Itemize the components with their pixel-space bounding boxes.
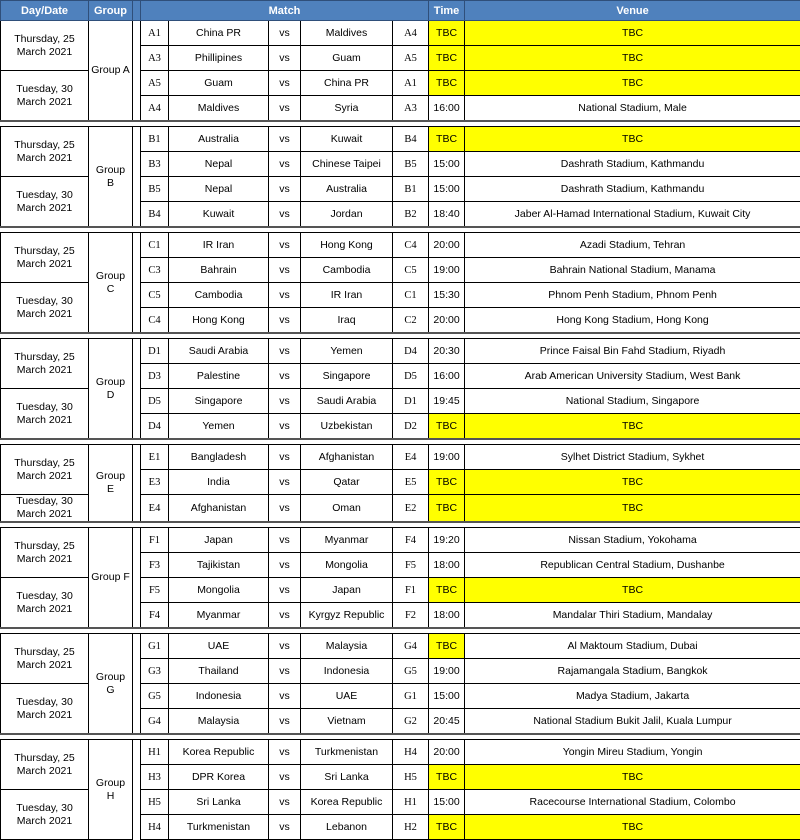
kickoff-time-cell: TBC (429, 127, 465, 152)
spacer-cell (133, 470, 141, 495)
match-day-cell: Thursday, 25 March 2021 (1, 528, 89, 578)
home-code-cell: F5 (141, 578, 169, 603)
home-code-cell: G1 (141, 634, 169, 659)
group-name-cell: Group C (89, 233, 133, 334)
spacer-cell (133, 152, 141, 177)
vs-cell: vs (269, 414, 301, 440)
away-team-cell: Hong Kong (301, 233, 393, 258)
venue-cell: TBC (465, 470, 800, 495)
spacer-cell (133, 634, 141, 659)
home-code-cell: H1 (141, 740, 169, 765)
away-team-cell: Qatar (301, 470, 393, 495)
home-team-cell: Turkmenistan (169, 815, 269, 840)
venue-cell: TBC (465, 127, 800, 152)
match-day-cell: Tuesday, 30 March 2021 (1, 389, 89, 440)
spacer-cell (133, 71, 141, 96)
table-row (1, 634, 800, 659)
kickoff-time-cell: 20:00 (429, 233, 465, 258)
vs-cell: vs (269, 765, 301, 790)
home-team-cell: Malaysia (169, 709, 269, 735)
away-code-cell: C5 (393, 258, 429, 283)
home-code-cell: E1 (141, 445, 169, 470)
table-row (1, 233, 800, 258)
venue-cell: Hong Kong Stadium, Hong Kong (465, 308, 800, 334)
away-code-cell: G4 (393, 634, 429, 659)
home-code-cell: B4 (141, 202, 169, 228)
table-row (1, 528, 800, 553)
vs-cell: vs (269, 308, 301, 334)
spacer-cell (133, 603, 141, 629)
home-code-cell: D3 (141, 364, 169, 389)
vs-cell: vs (269, 21, 301, 46)
kickoff-time-cell: 16:00 (429, 96, 465, 122)
group-name-cell: Group H (89, 740, 133, 840)
venue-cell: Arab American University Stadium, West Bank (465, 364, 800, 389)
vs-cell: vs (269, 470, 301, 495)
away-team-cell: Uzbekistan (301, 414, 393, 440)
away-team-cell: Cambodia (301, 258, 393, 283)
schedule-body (1, 21, 800, 840)
home-code-cell: H3 (141, 765, 169, 790)
away-code-cell: H2 (393, 815, 429, 840)
home-code-cell: D5 (141, 389, 169, 414)
match-day-cell: Tuesday, 30 March 2021 (1, 495, 89, 523)
match-day-cell: Tuesday, 30 March 2021 (1, 177, 89, 228)
vs-cell: vs (269, 71, 301, 96)
match-day-cell: Tuesday, 30 March 2021 (1, 71, 89, 122)
spacer-cell (133, 308, 141, 334)
away-team-cell: Saudi Arabia (301, 389, 393, 414)
home-code-cell: B5 (141, 177, 169, 202)
home-team-cell: Palestine (169, 364, 269, 389)
kickoff-time-cell: TBC (429, 495, 465, 523)
venue-cell: TBC (465, 414, 800, 440)
table-row (1, 21, 800, 46)
home-code-cell: D4 (141, 414, 169, 440)
away-code-cell: G5 (393, 659, 429, 684)
home-team-cell: China PR (169, 21, 269, 46)
group-name-cell: Group D (89, 339, 133, 440)
vs-cell: vs (269, 339, 301, 364)
kickoff-time-cell: TBC (429, 470, 465, 495)
home-code-cell: C4 (141, 308, 169, 334)
away-team-cell: Myanmar (301, 528, 393, 553)
kickoff-time-cell: 18:00 (429, 603, 465, 629)
match-day-cell: Thursday, 25 March 2021 (1, 445, 89, 495)
vs-cell: vs (269, 528, 301, 553)
away-team-cell: Syria (301, 96, 393, 122)
spacer-cell (133, 445, 141, 470)
away-code-cell: G2 (393, 709, 429, 735)
away-code-cell: C2 (393, 308, 429, 334)
home-code-cell: G4 (141, 709, 169, 735)
away-team-cell: Maldives (301, 21, 393, 46)
vs-cell: vs (269, 815, 301, 840)
away-code-cell: B4 (393, 127, 429, 152)
home-team-cell: Yemen (169, 414, 269, 440)
away-team-cell: Iraq (301, 308, 393, 334)
home-team-cell: IR Iran (169, 233, 269, 258)
vs-cell: vs (269, 740, 301, 765)
home-team-cell: Maldives (169, 96, 269, 122)
spacer-cell (133, 684, 141, 709)
home-team-cell: India (169, 470, 269, 495)
vs-cell: vs (269, 495, 301, 523)
venue-cell: Republican Central Stadium, Dushanbe (465, 553, 800, 578)
away-team-cell: Oman (301, 495, 393, 523)
venue-cell: Rajamangala Stadium, Bangkok (465, 659, 800, 684)
spacer-cell (133, 389, 141, 414)
away-code-cell: C1 (393, 283, 429, 308)
away-team-cell: Vietnam (301, 709, 393, 735)
table-row (1, 339, 800, 364)
venue-cell: Al Maktoum Stadium, Dubai (465, 634, 800, 659)
venue-cell: TBC (465, 71, 800, 96)
venue-cell: National Stadium, Singapore (465, 389, 800, 414)
home-team-cell: Australia (169, 127, 269, 152)
home-team-cell: Singapore (169, 389, 269, 414)
home-team-cell: Nepal (169, 177, 269, 202)
home-code-cell: F4 (141, 603, 169, 629)
kickoff-time-cell: 19:00 (429, 258, 465, 283)
away-team-cell: China PR (301, 71, 393, 96)
kickoff-time-cell: 18:00 (429, 553, 465, 578)
venue-cell: TBC (465, 21, 800, 46)
vs-cell: vs (269, 364, 301, 389)
header-spacer (133, 1, 141, 21)
match-day-cell: Tuesday, 30 March 2021 (1, 790, 89, 840)
home-code-cell: F1 (141, 528, 169, 553)
away-team-cell: Kuwait (301, 127, 393, 152)
away-code-cell: C4 (393, 233, 429, 258)
kickoff-time-cell: TBC (429, 414, 465, 440)
group-name-cell: Group E (89, 445, 133, 523)
kickoff-time-cell: 15:00 (429, 684, 465, 709)
spacer-cell (133, 528, 141, 553)
away-code-cell: D2 (393, 414, 429, 440)
vs-cell: vs (269, 445, 301, 470)
home-code-cell: E3 (141, 470, 169, 495)
away-code-cell: D4 (393, 339, 429, 364)
vs-cell: vs (269, 177, 301, 202)
home-team-cell: Indonesia (169, 684, 269, 709)
kickoff-time-cell: 20:45 (429, 709, 465, 735)
home-code-cell: A1 (141, 21, 169, 46)
venue-cell: TBC (465, 578, 800, 603)
header-group: Group (89, 1, 133, 21)
away-code-cell: A4 (393, 21, 429, 46)
vs-cell: vs (269, 96, 301, 122)
away-code-cell: B5 (393, 152, 429, 177)
venue-cell: Prince Faisal Bin Fahd Stadium, Riyadh (465, 339, 800, 364)
home-team-cell: Phillipines (169, 46, 269, 71)
vs-cell: vs (269, 578, 301, 603)
kickoff-time-cell: 18:40 (429, 202, 465, 228)
away-code-cell: G1 (393, 684, 429, 709)
away-code-cell: A5 (393, 46, 429, 71)
away-code-cell: D5 (393, 364, 429, 389)
kickoff-time-cell: TBC (429, 578, 465, 603)
away-code-cell: E2 (393, 495, 429, 523)
spacer-cell (133, 709, 141, 735)
away-team-cell: Indonesia (301, 659, 393, 684)
vs-cell: vs (269, 389, 301, 414)
vs-cell: vs (269, 46, 301, 71)
home-team-cell: Saudi Arabia (169, 339, 269, 364)
spacer-cell (133, 127, 141, 152)
spacer-cell (133, 46, 141, 71)
match-day-cell: Tuesday, 30 March 2021 (1, 283, 89, 334)
venue-cell: Jaber Al-Hamad International Stadium, Kuwait City (465, 202, 800, 228)
table-row (1, 127, 800, 152)
home-code-cell: C3 (141, 258, 169, 283)
home-team-cell: Thailand (169, 659, 269, 684)
header-time: Time (429, 1, 465, 21)
group-name-cell: Group F (89, 528, 133, 629)
spacer-cell (133, 233, 141, 258)
match-day-cell: Thursday, 25 March 2021 (1, 233, 89, 283)
kickoff-time-cell: 20:00 (429, 308, 465, 334)
away-team-cell: Sri Lanka (301, 765, 393, 790)
group-name-cell: Group A (89, 21, 133, 122)
home-team-cell: Kuwait (169, 202, 269, 228)
kickoff-time-cell: TBC (429, 765, 465, 790)
away-code-cell: A1 (393, 71, 429, 96)
home-code-cell: A4 (141, 96, 169, 122)
home-team-cell: Bahrain (169, 258, 269, 283)
venue-cell: Azadi Stadium, Tehran (465, 233, 800, 258)
spacer-cell (133, 765, 141, 790)
match-day-cell: Thursday, 25 March 2021 (1, 634, 89, 684)
home-team-cell: Afghanistan (169, 495, 269, 523)
venue-cell: Dashrath Stadium, Kathmandu (465, 152, 800, 177)
away-code-cell: E5 (393, 470, 429, 495)
kickoff-time-cell: TBC (429, 46, 465, 71)
away-team-cell: Kyrgyz Republic (301, 603, 393, 629)
home-code-cell: A3 (141, 46, 169, 71)
venue-cell: Nissan Stadium, Yokohama (465, 528, 800, 553)
away-code-cell: H5 (393, 765, 429, 790)
away-team-cell: Korea Republic (301, 790, 393, 815)
venue-cell: Sylhet District Stadium, Sykhet (465, 445, 800, 470)
match-day-cell: Thursday, 25 March 2021 (1, 127, 89, 177)
away-code-cell: F4 (393, 528, 429, 553)
home-code-cell: B3 (141, 152, 169, 177)
home-code-cell: H4 (141, 815, 169, 840)
vs-cell: vs (269, 152, 301, 177)
away-code-cell: B1 (393, 177, 429, 202)
home-team-cell: Cambodia (169, 283, 269, 308)
kickoff-time-cell: 20:30 (429, 339, 465, 364)
kickoff-time-cell: TBC (429, 815, 465, 840)
vs-cell: vs (269, 258, 301, 283)
away-team-cell: Turkmenistan (301, 740, 393, 765)
kickoff-time-cell: TBC (429, 634, 465, 659)
home-team-cell: Hong Kong (169, 308, 269, 334)
venue-cell: TBC (465, 815, 800, 840)
away-team-cell: Chinese Taipei (301, 152, 393, 177)
home-team-cell: Japan (169, 528, 269, 553)
away-code-cell: F5 (393, 553, 429, 578)
kickoff-time-cell: 19:00 (429, 445, 465, 470)
kickoff-time-cell: 19:45 (429, 389, 465, 414)
header-day-date: Day/Date (1, 1, 89, 21)
match-day-cell: Tuesday, 30 March 2021 (1, 578, 89, 629)
away-team-cell: Malaysia (301, 634, 393, 659)
home-code-cell: D1 (141, 339, 169, 364)
kickoff-time-cell: 15:00 (429, 152, 465, 177)
venue-cell: National Stadium Bukit Jalil, Kuala Lumpur (465, 709, 800, 735)
kickoff-time-cell: 19:00 (429, 659, 465, 684)
venue-cell: Dashrath Stadium, Kathmandu (465, 177, 800, 202)
home-code-cell: A5 (141, 71, 169, 96)
away-team-cell: UAE (301, 684, 393, 709)
spacer-cell (133, 740, 141, 765)
table-row (1, 740, 800, 765)
away-team-cell: Afghanistan (301, 445, 393, 470)
vs-cell: vs (269, 659, 301, 684)
away-code-cell: B2 (393, 202, 429, 228)
spacer-cell (133, 659, 141, 684)
away-code-cell: E4 (393, 445, 429, 470)
away-team-cell: Mongolia (301, 553, 393, 578)
spacer-cell (133, 364, 141, 389)
home-code-cell: B1 (141, 127, 169, 152)
home-team-cell: Tajikistan (169, 553, 269, 578)
spacer-cell (133, 815, 141, 840)
home-team-cell: Sri Lanka (169, 790, 269, 815)
venue-cell: Phnom Penh Stadium, Phnom Penh (465, 283, 800, 308)
venue-cell: TBC (465, 765, 800, 790)
venue-cell: Mandalar Thiri Stadium, Mandalay (465, 603, 800, 629)
header-venue: Venue (465, 1, 800, 21)
spacer-cell (133, 283, 141, 308)
header-row (1, 1, 800, 21)
header-match: Match (141, 1, 429, 21)
match-day-cell: Tuesday, 30 March 2021 (1, 684, 89, 735)
home-code-cell: G5 (141, 684, 169, 709)
home-team-cell: Myanmar (169, 603, 269, 629)
vs-cell: vs (269, 603, 301, 629)
home-team-cell: UAE (169, 634, 269, 659)
home-team-cell: Guam (169, 71, 269, 96)
table-row (1, 445, 800, 470)
venue-cell: Madya Stadium, Jakarta (465, 684, 800, 709)
group-name-cell: Group B (89, 127, 133, 228)
home-team-cell: DPR Korea (169, 765, 269, 790)
away-team-cell: Australia (301, 177, 393, 202)
away-code-cell: D1 (393, 389, 429, 414)
spacer-cell (133, 553, 141, 578)
venue-cell: Racecourse International Stadium, Colombo (465, 790, 800, 815)
away-team-cell: Singapore (301, 364, 393, 389)
spacer-cell (133, 495, 141, 523)
vs-cell: vs (269, 233, 301, 258)
away-team-cell: Yemen (301, 339, 393, 364)
vs-cell: vs (269, 553, 301, 578)
home-team-cell: Korea Republic (169, 740, 269, 765)
spacer-cell (133, 96, 141, 122)
kickoff-time-cell: 19:20 (429, 528, 465, 553)
away-code-cell: F2 (393, 603, 429, 629)
vs-cell: vs (269, 790, 301, 815)
home-code-cell: C5 (141, 283, 169, 308)
spacer-cell (133, 414, 141, 440)
spacer-cell (133, 578, 141, 603)
away-team-cell: Japan (301, 578, 393, 603)
spacer-cell (133, 202, 141, 228)
spacer-cell (133, 258, 141, 283)
venue-cell: Yongin Mireu Stadium, Yongin (465, 740, 800, 765)
away-code-cell: H1 (393, 790, 429, 815)
vs-cell: vs (269, 127, 301, 152)
kickoff-time-cell: 16:00 (429, 364, 465, 389)
kickoff-time-cell: 15:00 (429, 177, 465, 202)
home-team-cell: Mongolia (169, 578, 269, 603)
home-team-cell: Bangladesh (169, 445, 269, 470)
away-code-cell: A3 (393, 96, 429, 122)
home-code-cell: F3 (141, 553, 169, 578)
home-code-cell: C1 (141, 233, 169, 258)
home-code-cell: H5 (141, 790, 169, 815)
kickoff-time-cell: TBC (429, 71, 465, 96)
away-team-cell: Lebanon (301, 815, 393, 840)
spacer-cell (133, 339, 141, 364)
match-day-cell: Thursday, 25 March 2021 (1, 21, 89, 71)
match-day-cell: Thursday, 25 March 2021 (1, 339, 89, 389)
spacer-cell (133, 177, 141, 202)
vs-cell: vs (269, 202, 301, 228)
vs-cell: vs (269, 283, 301, 308)
away-code-cell: H4 (393, 740, 429, 765)
home-code-cell: G3 (141, 659, 169, 684)
spacer-cell (133, 21, 141, 46)
match-day-cell: Thursday, 25 March 2021 (1, 740, 89, 790)
vs-cell: vs (269, 684, 301, 709)
vs-cell: vs (269, 709, 301, 735)
kickoff-time-cell: 15:00 (429, 790, 465, 815)
home-team-cell: Nepal (169, 152, 269, 177)
kickoff-time-cell: 20:00 (429, 740, 465, 765)
away-team-cell: IR Iran (301, 283, 393, 308)
kickoff-time-cell: 15:30 (429, 283, 465, 308)
vs-cell: vs (269, 634, 301, 659)
venue-cell: Bahrain National Stadium, Manama (465, 258, 800, 283)
venue-cell: National Stadium, Male (465, 96, 800, 122)
group-name-cell: Group G (89, 634, 133, 735)
home-code-cell: E4 (141, 495, 169, 523)
away-code-cell: F1 (393, 578, 429, 603)
away-team-cell: Jordan (301, 202, 393, 228)
kickoff-time-cell: TBC (429, 21, 465, 46)
venue-cell: TBC (465, 495, 800, 523)
spacer-cell (133, 790, 141, 815)
venue-cell: TBC (465, 46, 800, 71)
away-team-cell: Guam (301, 46, 393, 71)
